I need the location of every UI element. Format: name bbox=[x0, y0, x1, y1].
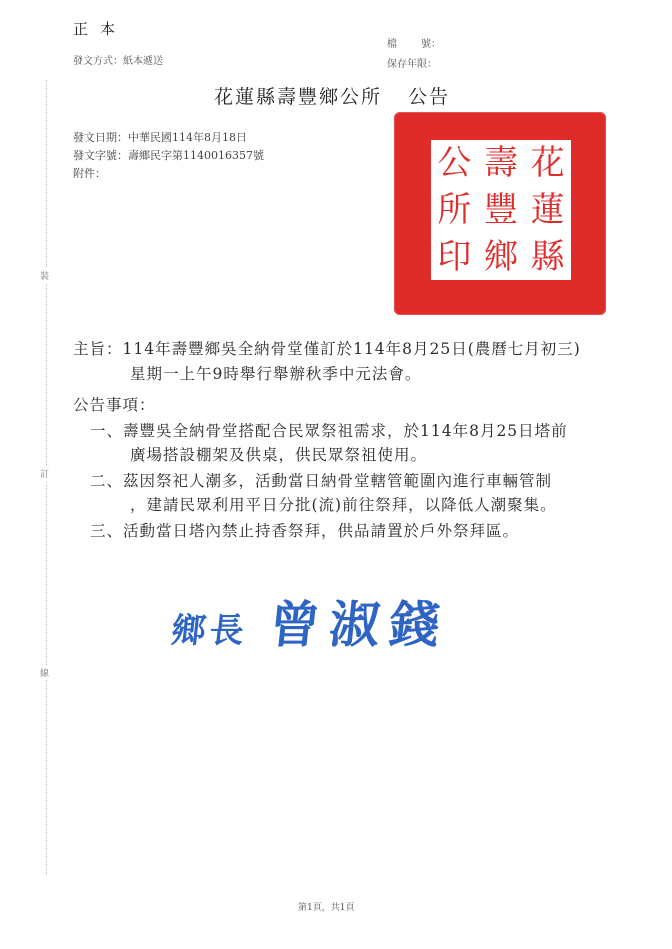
seal-char: 壽 bbox=[484, 143, 518, 184]
announcement-item-2-cont: ，建請民眾利用平日分批(流)前往祭拜，以降低人潮聚集。 bbox=[130, 496, 557, 514]
seal-char: 所 bbox=[437, 189, 472, 230]
binding-char-zhuang: 裝 bbox=[40, 268, 49, 283]
seal-char: 印 bbox=[437, 236, 472, 277]
binding-char-xian: 線 bbox=[40, 665, 49, 680]
page-number: 第1頁，共1頁 bbox=[298, 903, 355, 913]
document-title bbox=[214, 82, 450, 109]
official-seal-stamp bbox=[394, 112, 606, 315]
announcement-item-1-cont: 廣場搭設棚架及供桌，供民眾祭祖使用。 bbox=[130, 446, 428, 464]
signature-name: 曾淑錢 bbox=[266, 595, 453, 654]
announcement-item-2: 二、茲因祭祀人潮多，活動當日納骨堂轄管範圍內進行車輛管制 bbox=[90, 472, 553, 490]
file-number-label-suffix: 號： bbox=[421, 39, 441, 50]
seal-char: 豐 bbox=[484, 189, 518, 230]
issue-date: 發文日期：中華民國114年8月18日 bbox=[73, 131, 247, 144]
seal-char: 公 bbox=[437, 143, 472, 184]
announcement-item-1: 一、壽豐吳全納骨堂搭配合民眾祭祖需求，於114年8月25日塔前 bbox=[90, 422, 568, 440]
seal-char: 蓮 bbox=[530, 189, 565, 230]
seal-inner-square bbox=[431, 140, 571, 280]
signature-title: 鄉長 bbox=[169, 611, 250, 651]
subject-line-2: 星期一上午9時舉行舉辦秋季中元法會。 bbox=[130, 365, 422, 383]
announcement-items-heading: 公告事項： bbox=[73, 396, 156, 414]
seal-char: 鄉 bbox=[484, 236, 518, 277]
seal-char: 花 bbox=[530, 143, 565, 184]
seal-char: 縣 bbox=[530, 236, 565, 277]
signature-stamp bbox=[169, 585, 453, 657]
document-number: 發文字號：壽鄉民字第1140016357號 bbox=[73, 149, 264, 162]
file-number-label: 檔 bbox=[387, 39, 397, 50]
organization-name: 花蓮縣壽豐鄉公所 bbox=[214, 86, 383, 108]
attachment-field: 附件： bbox=[73, 167, 106, 180]
retention-field: 保存年限： bbox=[387, 59, 437, 70]
file-number-field bbox=[387, 35, 441, 50]
copy-label: 正本 bbox=[73, 20, 128, 38]
binding-char-ding: 訂 bbox=[40, 466, 49, 481]
send-method: 發文方式：紙本遞送 bbox=[73, 56, 163, 67]
subject-line-1: 主旨：114年壽豐鄉吳全納骨堂僅訂於114年8月25日(農曆七月初三) bbox=[73, 340, 581, 358]
document-type: 公告 bbox=[408, 86, 451, 108]
announcement-item-3: 三、活動當日塔內禁止持香祭拜，供品請置於戶外祭拜區。 bbox=[90, 522, 520, 540]
